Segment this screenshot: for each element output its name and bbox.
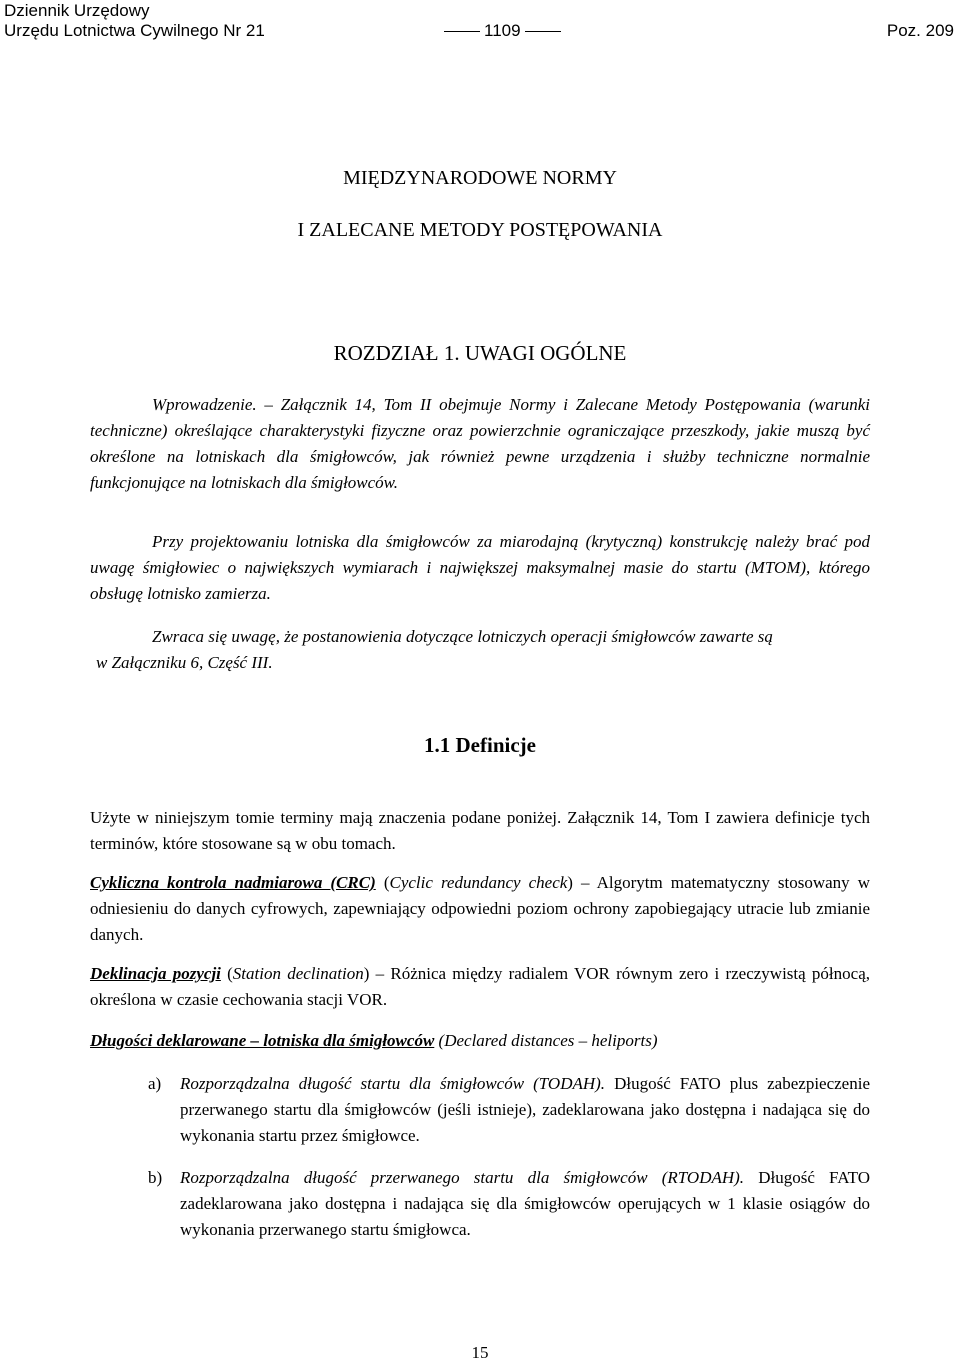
dash-right [525, 31, 561, 32]
list-item-term: Rozporządzalna długość przerwanego startu dla śmigłowców (RTODAH). [180, 1168, 745, 1187]
intro-paragraph-1: Wprowadzenie. – Załącznik 14, Tom II obejmuje Normy i Zalecane Metody Postępowania (warunki techniczne) określające charakterystyki fizyczne oraz powierzchnie ograniczające przeszkody, jakie muszą być określone na lotniskach dla śmigłowców, jak również pewne urządzenia i służby techniczne normalnie funkcjonujące na lotniskach dla śmigłowców. [90, 395, 870, 492]
position-number: Poz. 209 [886, 21, 954, 40]
list-item-label: a) [148, 1074, 162, 1093]
page-number: 15 [471, 1343, 489, 1362]
definition-english: Station declination [232, 964, 364, 983]
list-item-description: Długość FATO plus zabezpieczenie przerwanego startu dla śmigłowców (jeśli istnieje), zadeklarowana jako dostępna i nadająca się do wykonania startu przez śmigłowce. [180, 1074, 870, 1145]
definition-text: Algorytm matematyczny stosowany w odniesieniu do danych cyfrowych, zapewniający odpowiedni poziom ochrony zapobiegający utracie lub zmianie danych. [90, 873, 871, 944]
list-item-text [180, 1165, 870, 1243]
paren-open: ( [220, 964, 233, 983]
definition-station-declination [90, 961, 870, 1013]
header-line-2 [4, 20, 956, 41]
intro-paragraph-3-line-1: Zwraca się uwagę, że postanowienia dotyczące lotniczych operacji śmigłowców zawarte są [152, 627, 773, 646]
title-line-2: I ZALECANE METODY POSTĘPOWANIA [297, 219, 663, 241]
list-item-label: b) [148, 1168, 163, 1187]
definition-text: Różnica między radialem VOR równym zero i rzeczywistą północą, określona w czasie cechowania stacji VOR. [90, 964, 870, 1009]
intro-paragraph-2: Przy projektowaniu lotniska dla śmigłowców za miarodajną (krytyczną) konstrukcję należy brać pod uwagę śmigłowiec o największych wymiarach i największej maksymalnej masie do startu (MTOM), którego obsługę lotnisko zamierza. [90, 532, 870, 603]
definition-term: Deklinacja pozycji [90, 964, 221, 983]
definition-declared-distances [90, 1028, 870, 1054]
section-title: 1.1 Definicje [424, 733, 536, 757]
publication-name: Dziennik Urzędowy [4, 1, 150, 20]
title-line-1: MIĘDZYNARODOWE NORMY [343, 167, 617, 189]
intro-paragraph-3-line-2: w Załączniku 6, Część III. [96, 653, 273, 672]
paren-close: ) – [567, 873, 597, 892]
publication-issuer: Urzędu Lotnictwa Cywilnego Nr 21 [4, 21, 265, 40]
paren-close: ) – [363, 964, 391, 983]
list-item-term: Rozporządzalna długość startu dla śmigłowców (TODAH). [180, 1074, 606, 1093]
journal-page-number [440, 20, 565, 41]
definition-english: Cyclic redundancy check [389, 873, 568, 892]
dash-left [444, 31, 480, 32]
definition-crc [90, 870, 870, 948]
list-item-text [180, 1071, 870, 1149]
chapter-title: ROZDZIAŁ 1. UWAGI OGÓLNE [333, 341, 627, 365]
definition-english: Declared distances – heliports [444, 1031, 652, 1050]
definition-term: Cykliczna kontrola nadmiarowa (CRC) [90, 873, 376, 892]
definition-term: Długości deklarowane – lotniska dla śmigłowców [90, 1031, 435, 1050]
journal-page-number-value: 1109 [484, 21, 521, 40]
section-intro: Użyte w niniejszym tomie terminy mają znaczenia podane poniżej. Załącznik 14, Tom I zawiera definicje tych terminów, które stosowane są w obu tomach. [90, 808, 870, 853]
list-item-description: Długość FATO zadeklarowana jako dostępna i nadająca się dla śmigłowców operujących w 1 klasie osiągów do wykonania przerwanego startu śmigłowca. [180, 1168, 870, 1239]
page-header [4, 0, 956, 44]
paren-close: ) [651, 1031, 658, 1050]
paren-open: ( [375, 873, 390, 892]
intro-paragraph-3 [90, 624, 870, 676]
definition-english-group [434, 1031, 657, 1050]
paren-open: ( [434, 1031, 445, 1050]
